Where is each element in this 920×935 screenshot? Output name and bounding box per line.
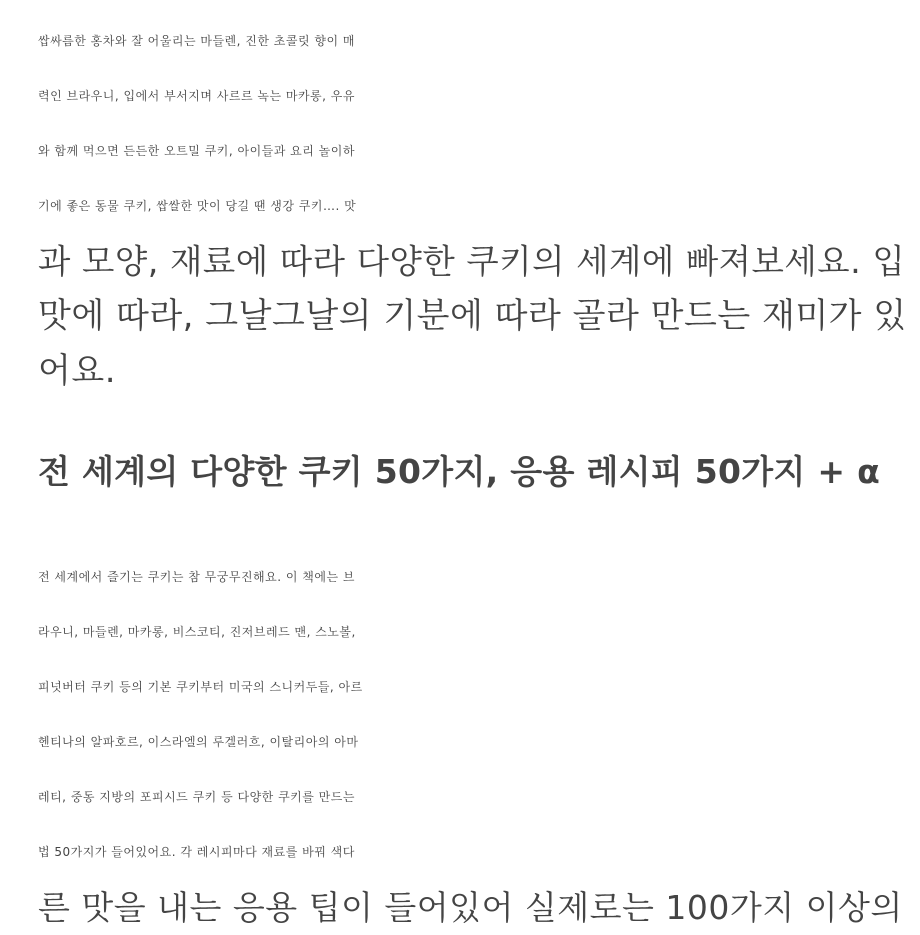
body-line: 른 맛을 내는 응용 팁이 들어있어 실제로는 100가지 이상의 xyxy=(38,888,903,927)
intro-line: 쌉싸름한 홍차와 잘 어울리는 마들렌, 진한 초콜릿 향이 매 xyxy=(38,34,355,48)
intro-line: 기에 좋은 동물 쿠키, 쌉쌀한 맛이 당길 땐 생강 쿠키…. 맛 xyxy=(38,199,357,213)
body-line: 라우니, 마들렌, 마카롱, 비스코티, 진저브레드 맨, 스노볼, xyxy=(38,625,356,639)
section-heading: 전 세계의 다양한 쿠키 50가지, 응용 레시피 50가지 + α xyxy=(38,452,881,491)
intro-line: 어요. xyxy=(38,351,116,391)
body-line: 전 세계에서 즐기는 쿠키는 참 무궁무진해요. 이 책에는 브 xyxy=(38,570,355,584)
intro-line: 와 함께 먹으면 든든한 오트밀 쿠키, 아이들과 요리 놀이하 xyxy=(38,144,355,158)
intro-line: 력인 브라우니, 입에서 부서지며 사르르 녹는 마카롱, 우유 xyxy=(38,89,355,103)
body-line: 피넛버터 쿠키 등의 기본 쿠키부터 미국의 스니커두들, 아르 xyxy=(38,680,363,694)
body-line: 헨티나의 알파호르, 이스라엘의 루겔러흐, 이탈리아의 아마 xyxy=(38,735,359,749)
intro-line: 과 모양, 재료에 따라 다양한 쿠키의 세계에 빠져보세요. 입 xyxy=(38,242,906,281)
body-paragraph xyxy=(38,550,903,935)
intro-paragraph xyxy=(38,14,907,399)
body-line: 레티, 중동 지방의 포피시드 쿠키 등 다양한 쿠키를 만드는 xyxy=(38,790,355,804)
body-line: 법 50가지가 들어있어요. 각 레시피마다 재료를 바꿔 색다 xyxy=(38,845,355,859)
intro-line: 맛에 따라, 그날그날의 기분에 따라 골라 만드는 재미가 있 xyxy=(38,296,907,336)
